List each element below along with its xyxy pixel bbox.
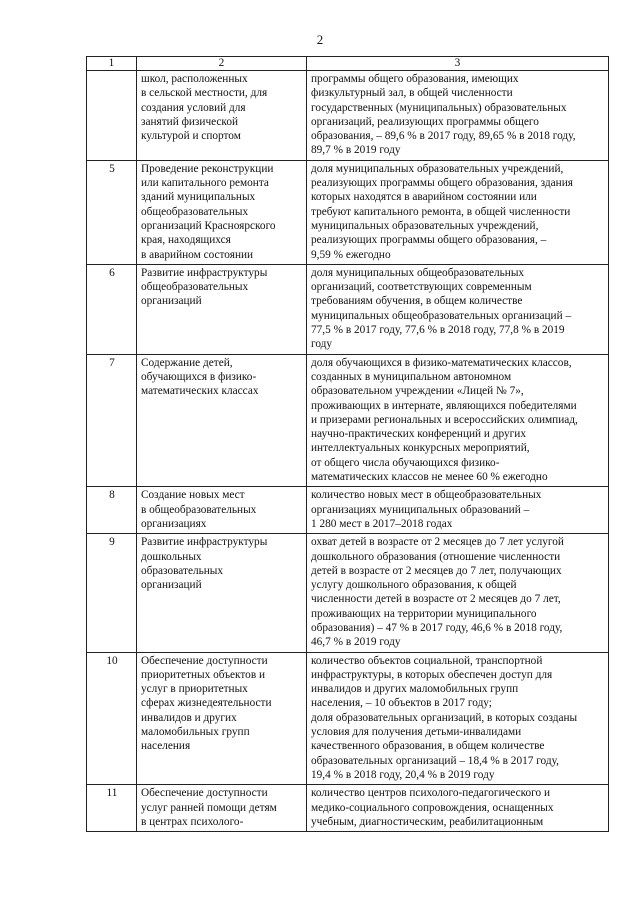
table-row xyxy=(87,264,609,354)
measure-name-line: зданий муниципальных xyxy=(141,191,256,204)
indicator-line: программы общего образования, имеющих xyxy=(311,73,519,85)
table-row xyxy=(87,785,609,832)
indicator-cell xyxy=(307,160,609,264)
measure-name-line: образовательных xyxy=(141,564,224,577)
indicator-line: созданных в муниципальном автономном xyxy=(311,370,512,383)
measure-name-cell xyxy=(137,264,307,354)
indicator-line: муниципальных образовательных учреждений, xyxy=(311,219,539,232)
measure-name-line: организаций xyxy=(141,579,202,592)
measure-name-line: в центрах психолого- xyxy=(141,815,244,828)
indicator-cell xyxy=(307,264,609,354)
measure-name-line: Обеспечение доступности xyxy=(141,787,268,800)
indicator-line: 1 280 мест в 2017–2018 годах xyxy=(311,517,453,530)
measure-name-line: Развитие инфраструктуры xyxy=(141,266,268,279)
indicator-line: доля муниципальных общеобразовательных xyxy=(311,266,525,279)
indicator-line: муниципальных общеобразовательных организаций – xyxy=(311,309,572,322)
measure-name-line: Создание новых мест xyxy=(141,489,245,502)
indicator-cell xyxy=(307,487,609,534)
row-number: 7 xyxy=(87,354,137,487)
table-row xyxy=(87,534,609,652)
indicator-cell xyxy=(307,534,609,652)
indicator-line: охват детей в возрасте от 2 месяцев до 7 лет услугой xyxy=(311,536,564,549)
indicator-line: реализующих программы общего образования, – xyxy=(311,234,547,247)
page-number: 2 xyxy=(316,32,324,47)
measure-name-line: приоритетных объектов и xyxy=(141,668,266,681)
indicator-line: 46,7 % в 2019 году xyxy=(311,636,401,649)
indicator-line: инфраструктуры, в которых обеспечен доступ для xyxy=(311,668,553,681)
table-row xyxy=(87,160,609,264)
indicator-line: проживающих на территории муниципального xyxy=(311,607,537,620)
measure-name-line: организаций Красноярского xyxy=(141,219,276,232)
measure-name-line: Содержание детей, xyxy=(141,356,233,369)
measure-name-cell xyxy=(137,534,307,652)
indicator-line: требуют капитального ремонта, в общей численности xyxy=(311,205,571,218)
indicator-line: дошкольного образования (отношение численности xyxy=(311,550,561,563)
measure-name-cell xyxy=(137,487,307,534)
indicator-line: количество новых мест в общеобразовательных xyxy=(311,489,542,502)
measure-name-line: или капитального ремонта xyxy=(141,177,269,190)
indicator-line: численности детей в возрасте от 2 месяцев до 7 лет, xyxy=(311,593,561,606)
indicator-line: учебным, диагностическим, реабилитационным xyxy=(311,815,544,828)
row-number: 6 xyxy=(87,264,137,354)
indicator-line: образовательных организаций – 18,4 % в 2017 году, xyxy=(311,754,559,767)
table-row xyxy=(87,71,609,161)
indicator-line: организациях муниципальных образований – xyxy=(311,503,530,516)
indicator-line: государственных (муниципальных) образовательных xyxy=(311,101,567,114)
measure-name-cell xyxy=(137,71,307,161)
measure-name-line: сферах жизнедеятельности xyxy=(141,697,272,710)
indicator-line: научно-практических конференций и других xyxy=(311,428,527,441)
measure-name-line: в общеобразовательных xyxy=(141,503,257,516)
indicator-line: организаций, реализующих программы общего xyxy=(311,115,539,128)
measure-name-cell xyxy=(137,160,307,264)
indicator-line: требованиям обучения, в общем количестве xyxy=(311,295,523,308)
measure-name-line: маломобильных групп xyxy=(141,726,250,739)
indicator-line: условия для получения детьми-инвалидами xyxy=(311,726,522,739)
indicator-line: количество центров психолого-педагогического и xyxy=(311,787,551,800)
measure-name-line: дошкольных xyxy=(141,550,202,563)
indicator-line: образования) – 47 % в 2017 году, 46,6 % в 2018 году, xyxy=(311,621,563,634)
indicator-cell xyxy=(307,785,609,832)
header-col-2: 2 xyxy=(137,57,307,71)
indicator-line: интеллектуальных конкурсных мероприятий, xyxy=(311,442,530,455)
indicator-line: детей в возрасте от 2 месяцев до 7 лет, получающих xyxy=(311,564,562,577)
row-number xyxy=(87,71,137,161)
measure-name-line: занятий физической xyxy=(141,115,239,128)
indicator-line: математических классов не менее 60 % ежегодно xyxy=(311,471,548,484)
indicator-line: медико-социального сопровождения, оснащенных xyxy=(311,801,554,814)
header-col-3: 3 xyxy=(307,57,609,71)
measure-name-line: культурой и спортом xyxy=(141,130,241,143)
row-number: 11 xyxy=(87,785,137,832)
measure-name-cell xyxy=(137,785,307,832)
indicator-line: инвалидов и других маломобильных групп xyxy=(311,683,519,696)
indicator-line: физкультурный зал, в общей численности xyxy=(311,87,513,100)
indicator-line: проживающих в интернате, являющихся победителями xyxy=(311,399,577,412)
measure-name-line: организациях xyxy=(141,517,207,530)
measures-table xyxy=(86,56,609,832)
indicator-line: доля обучающихся в физико-математических классов, xyxy=(311,356,572,369)
indicator-cell xyxy=(307,354,609,487)
indicator-line: образования, – 89,6 % в 2017 году, 89,65 % в 2018 году, xyxy=(311,130,576,143)
measure-name-line: услуг в приоритетных xyxy=(141,683,248,696)
indicator-line: 89,7 % в 2019 году xyxy=(311,144,401,157)
row-number: 8 xyxy=(87,487,137,534)
indicator-line: реализующих программы общего образования, здания xyxy=(311,177,573,190)
indicator-line: населения, – 10 объектов в 2017 году; xyxy=(311,697,492,710)
indicator-line: 77,5 % в 2017 году, 77,6 % в 2018 году, 77,8 % в 2019 xyxy=(311,324,565,337)
indicator-line: от общего числа обучающихся физико- xyxy=(311,456,500,469)
indicator-line: услугу дошкольного образования, к общей xyxy=(311,579,517,592)
measure-name-line: края, находящихся xyxy=(141,234,231,247)
header-col-1: 1 xyxy=(87,57,137,71)
row-number: 5 xyxy=(87,160,137,264)
row-number: 9 xyxy=(87,534,137,652)
measure-name-line: инвалидов и других xyxy=(141,711,237,724)
indicator-line: доля муниципальных образовательных учреждений, xyxy=(311,162,564,175)
indicator-line: которых находятся в аварийном состоянии или xyxy=(311,191,537,204)
indicator-line: году xyxy=(311,338,333,351)
table-row xyxy=(87,354,609,487)
indicator-line: качественного образования, в общем количестве xyxy=(311,740,545,753)
indicator-line: доля образовательных организаций, в которых созданы xyxy=(311,711,578,724)
measure-name-line: организаций xyxy=(141,295,202,308)
measure-name-cell xyxy=(137,652,307,785)
measure-name-line: общеобразовательных xyxy=(141,281,249,294)
measure-name-line: обучающихся в физико- xyxy=(141,370,257,383)
indicator-line: 19,4 % в 2018 году, 20,4 % в 2019 году xyxy=(311,768,495,781)
measure-name-line: общеобразовательных xyxy=(141,205,249,218)
indicator-cell xyxy=(307,71,609,161)
indicator-line: количество объектов социальной, транспортной xyxy=(311,654,543,667)
indicator-line: организаций, соответствующих современным xyxy=(311,281,532,294)
measure-name-line: в аварийном состоянии xyxy=(141,248,254,261)
measure-name-line: математических классах xyxy=(141,385,259,398)
measure-name-line: школ, расположенных xyxy=(141,73,248,85)
measure-name-line: Обеспечение доступности xyxy=(141,654,268,667)
indicator-cell xyxy=(307,652,609,785)
table-row xyxy=(87,652,609,785)
row-number: 10 xyxy=(87,652,137,785)
table-row xyxy=(87,487,609,534)
indicator-line: и призерами региональных и всероссийских олимпиад, xyxy=(311,413,578,426)
measure-name-line: Проведение реконструкции xyxy=(141,162,274,175)
measure-name-line: Развитие инфраструктуры xyxy=(141,536,268,549)
measure-name-line: в сельской местности, для xyxy=(141,87,268,100)
table-header-row xyxy=(87,57,609,71)
measure-name-line: населения xyxy=(141,740,191,753)
measure-name-cell xyxy=(137,354,307,487)
measure-name-line: создания условий для xyxy=(141,101,246,114)
measure-name-line: услуг ранней помощи детям xyxy=(141,801,277,814)
indicator-line: 9,59 % ежегодно xyxy=(311,248,391,261)
indicator-line: образовательном учреждении «Лицей № 7», xyxy=(311,385,524,398)
